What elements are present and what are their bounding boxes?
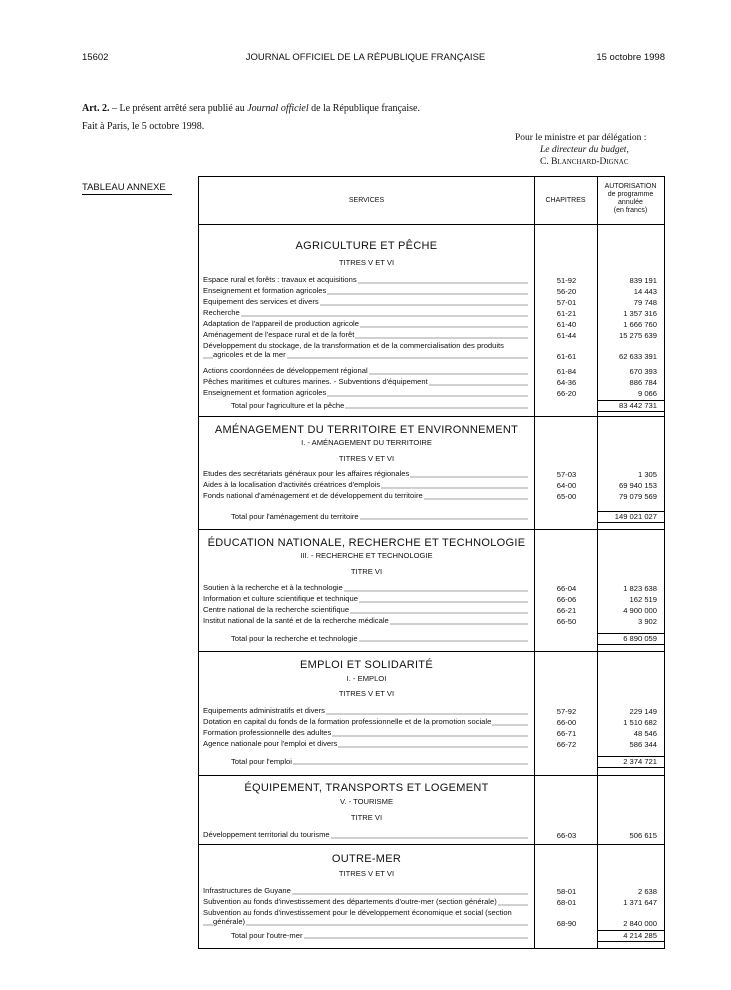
section-title: AMÉNAGEMENT DU TERRITOIRE ET ENVIRONNEMENT bbox=[214, 424, 519, 436]
row-label-line: Développement du stockage, de la transformation et de la commercialisation des produits bbox=[203, 342, 504, 350]
row-chapitre: 66-04 bbox=[556, 584, 577, 593]
row-chapitre: 64-00 bbox=[556, 481, 577, 490]
table-row-label bbox=[203, 707, 528, 716]
row-amount: 14 443 bbox=[633, 287, 657, 296]
table-row-label bbox=[203, 481, 528, 490]
row-label-text: Enseignement et formation agricoles bbox=[203, 287, 327, 295]
row-chapitre: 57-01 bbox=[556, 298, 577, 307]
row-label-text: Equipements administratifs et divers bbox=[203, 707, 325, 715]
section-titres: TITRE VI bbox=[350, 567, 383, 576]
table-row-label bbox=[203, 389, 528, 398]
row-amount: 162 519 bbox=[629, 595, 657, 604]
total-amount: 6 890 059 bbox=[623, 634, 657, 643]
row-chapitre: 61-61 bbox=[556, 352, 577, 361]
signature-line-3: C. Blanchard-Dignac bbox=[540, 157, 629, 167]
row-label-line: Subvention au fonds d'investissement pour le développement économique et social (section bbox=[203, 909, 512, 917]
article-journal: Journal officiel bbox=[247, 103, 309, 114]
row-amount: 839 191 bbox=[629, 276, 657, 285]
total-label bbox=[231, 634, 528, 643]
row-amount: 4 900 000 bbox=[623, 606, 657, 615]
annex-title: TABLEAU ANNEXE bbox=[82, 182, 172, 195]
row-label-text: Aménagement de l'espace rural et de la forêt bbox=[203, 331, 355, 339]
row-amount: 9 066 bbox=[637, 389, 657, 398]
article-text-end: de la République française. bbox=[308, 103, 420, 114]
section-subtitle: V. - TOURISME bbox=[339, 797, 394, 806]
row-chapitre: 66-50 bbox=[556, 617, 577, 626]
table-row-label bbox=[203, 470, 528, 479]
column-divider bbox=[534, 177, 535, 948]
row-label-text: Equipement des services et divers bbox=[203, 298, 319, 306]
row-label-line-2 bbox=[203, 351, 528, 360]
auth-header-l4: (en francs) bbox=[613, 207, 648, 214]
row-chapitre: 61-44 bbox=[556, 331, 577, 340]
row-amount: 2 638 bbox=[637, 887, 657, 896]
row-amount: 3 902 bbox=[637, 617, 657, 626]
col-chapitres-header: CHAPITRES bbox=[545, 197, 586, 204]
total-amount: 4 214 285 bbox=[623, 931, 657, 940]
row-chapitre: 66-06 bbox=[556, 595, 577, 604]
row-label-text: Aides à la localisation d'activités créatrices d'emplois bbox=[203, 481, 381, 489]
section-divider bbox=[199, 416, 664, 417]
row-amount: 1 510 682 bbox=[623, 718, 657, 727]
table-row-label bbox=[203, 898, 528, 907]
table-row-label bbox=[203, 492, 528, 501]
annex-table bbox=[198, 176, 665, 949]
publication-date: 15 octobre 1998 bbox=[596, 52, 665, 63]
table-row-label bbox=[203, 595, 528, 604]
row-amount: 1 357 316 bbox=[623, 309, 657, 318]
col-services-header: SERVICES bbox=[348, 197, 385, 204]
row-label-text: Etudes des secrétariats généraux pour les affaires régionales bbox=[203, 470, 410, 478]
row-label-text: Formation professionnelle des adultes bbox=[203, 729, 332, 737]
row-label-text: Dotation en capital du fonds de la formation professionnelle et de la promotion sociale bbox=[203, 718, 492, 726]
row-chapitre: 64-36 bbox=[556, 378, 577, 387]
section-titres: TITRES V ET VI bbox=[338, 689, 395, 698]
row-label-text: Développement territorial du tourisme bbox=[203, 831, 330, 839]
total-label-text: Total pour la recherche et technologie bbox=[231, 634, 358, 643]
row-amount: 15 275 639 bbox=[618, 331, 657, 340]
table-row-label bbox=[203, 378, 528, 387]
row-label-text: générale) bbox=[213, 917, 246, 926]
row-chapitre: 66-21 bbox=[556, 606, 577, 615]
journal-title: JOURNAL OFFICIEL DE LA RÉPUBLIQUE FRANÇAISE bbox=[245, 52, 486, 63]
row-label-text: agricoles et de la mer bbox=[213, 350, 286, 359]
total-label bbox=[231, 401, 528, 410]
row-label-text: Infrastructures de Guyane bbox=[203, 887, 291, 895]
section-titres: TITRE VI bbox=[350, 813, 383, 822]
row-label-text: Espace rural et forêts : travaux et acquisitions bbox=[203, 276, 357, 284]
row-label-text: Pêches maritimes et cultures marines. - Subventions d'équipement bbox=[203, 378, 428, 386]
table-row-label bbox=[203, 718, 528, 727]
table-row-label bbox=[203, 320, 528, 329]
section-title: OUTRE-MER bbox=[331, 853, 402, 865]
row-chapitre: 61-40 bbox=[556, 320, 577, 329]
table-row-label bbox=[203, 740, 528, 749]
total-label bbox=[231, 931, 528, 940]
row-chapitre: 66-03 bbox=[556, 831, 577, 840]
row-label-text: Centre national de la recherche scientifique bbox=[203, 606, 350, 614]
total-amount: 149 021 027 bbox=[614, 512, 657, 521]
row-chapitre: 61-84 bbox=[556, 367, 577, 376]
row-amount: 1 666 760 bbox=[623, 320, 657, 329]
section-subtitle: III. - RECHERCHE ET TECHNOLOGIE bbox=[300, 551, 433, 560]
row-amount: 1 823 638 bbox=[623, 584, 657, 593]
row-amount: 1 371 647 bbox=[623, 898, 657, 907]
row-amount: 62 633 391 bbox=[618, 352, 657, 361]
section-title: ÉDUCATION NATIONALE, RECHERCHE ET TECHNOLOGIE bbox=[207, 537, 526, 549]
table-row-label bbox=[203, 606, 528, 615]
row-amount: 1 305 bbox=[637, 470, 657, 479]
table-row-label bbox=[203, 298, 528, 307]
table-row-label bbox=[203, 584, 528, 593]
row-label-line-2 bbox=[203, 918, 528, 927]
row-label-text: Institut national de la santé et de la recherche médicale bbox=[203, 617, 389, 625]
article-label: Art. 2. bbox=[82, 103, 110, 114]
row-label-text: Agence nationale pour l'emploi et divers bbox=[203, 740, 338, 748]
place-date: Fait à Paris, le 5 octobre 1998. bbox=[82, 121, 205, 132]
table-header bbox=[199, 177, 664, 225]
row-chapitre: 66-20 bbox=[556, 389, 577, 398]
auth-header-l2: de programme bbox=[607, 191, 654, 198]
section-subtitle: I. - AMÉNAGEMENT DU TERRITOIRE bbox=[301, 438, 432, 447]
signature-line-1: Pour le ministre et par délégation : bbox=[515, 133, 647, 143]
section-divider bbox=[199, 844, 664, 845]
article-2 bbox=[82, 103, 420, 114]
section-title: ÉQUIPEMENT, TRANSPORTS ET LOGEMENT bbox=[244, 782, 489, 794]
row-label-text: Information et culture scientifique et technique bbox=[203, 595, 358, 603]
table-row-label bbox=[203, 887, 528, 896]
row-amount: 670 393 bbox=[629, 367, 657, 376]
total-label-text: Total pour l'emploi bbox=[231, 757, 292, 766]
row-chapitre: 68-90 bbox=[556, 919, 577, 928]
row-chapitre: 66-00 bbox=[556, 718, 577, 727]
row-chapitre: 66-72 bbox=[556, 740, 577, 749]
row-label-text: Soutien à la recherche et à la technologie bbox=[203, 584, 343, 592]
row-chapitre: 66-71 bbox=[556, 729, 577, 738]
row-chapitre: 57-03 bbox=[556, 470, 577, 479]
section-title: EMPLOI ET SOLIDARITÉ bbox=[300, 659, 433, 671]
table-row-label bbox=[203, 831, 528, 840]
column-divider bbox=[597, 177, 598, 948]
section-divider bbox=[199, 529, 664, 530]
total-label-text: Total pour l'outre-mer bbox=[231, 931, 303, 940]
row-label-text: Adaptation de l'appareil de production agricole bbox=[203, 320, 359, 328]
row-amount: 79 748 bbox=[633, 298, 657, 307]
row-chapitre: 57-92 bbox=[556, 707, 577, 716]
section-title: AGRICULTURE ET PÊCHE bbox=[295, 240, 438, 252]
section-titres: TITRES V ET VI bbox=[338, 454, 395, 463]
total-amount: 2 374 721 bbox=[623, 757, 657, 766]
section-divider bbox=[199, 651, 664, 652]
table-row-label bbox=[203, 617, 528, 626]
signature-line-2: Le directeur du budget, bbox=[540, 145, 629, 155]
table-row-label bbox=[203, 331, 528, 340]
table-row-label bbox=[203, 909, 528, 926]
row-chapitre: 65-00 bbox=[556, 492, 577, 501]
row-label-text: Subvention au fonds d'investissement des départements d'outre-mer (section générale) bbox=[203, 898, 497, 906]
row-label-text: Fonds national d'aménagement et de développement du territoire bbox=[203, 492, 423, 500]
table-row-label bbox=[203, 729, 528, 738]
article-text: – Le présent arrêté sera publié au bbox=[109, 103, 248, 114]
row-amount: 886 784 bbox=[629, 378, 657, 387]
row-amount: 69 940 153 bbox=[618, 481, 657, 490]
total-label-text: Total pour l'aménagement du territoire bbox=[231, 512, 359, 521]
row-chapitre: 61-21 bbox=[556, 309, 577, 318]
row-chapitre: 56-20 bbox=[556, 287, 577, 296]
section-subtitle: I. - EMPLOI bbox=[346, 674, 387, 683]
row-amount: 506 615 bbox=[629, 831, 657, 840]
table-row-label bbox=[203, 287, 528, 296]
auth-header-l1: AUTORISATION bbox=[604, 183, 657, 190]
row-label-text: Recherche bbox=[203, 309, 240, 317]
total-label-text: Total pour l'agriculture et la pêche bbox=[231, 401, 345, 410]
table-row-label bbox=[203, 342, 528, 359]
auth-header-l3: annulée bbox=[618, 199, 643, 206]
row-label-text: Actions coordonnées de développement régional bbox=[203, 367, 368, 375]
row-amount: 586 344 bbox=[629, 740, 657, 749]
section-titres: TITRES V ET VI bbox=[338, 869, 395, 878]
table-row-label bbox=[203, 276, 528, 285]
row-chapitre: 58-01 bbox=[556, 887, 577, 896]
total-amount: 83 442 731 bbox=[618, 401, 657, 410]
row-chapitre: 51-92 bbox=[556, 276, 577, 285]
page-number: 15602 bbox=[82, 52, 109, 63]
row-amount: 2 840 000 bbox=[623, 919, 657, 928]
section-titres: TITRES V ET VI bbox=[338, 258, 395, 267]
total-label bbox=[231, 757, 528, 766]
row-amount: 229 149 bbox=[629, 707, 657, 716]
table-row-label bbox=[203, 309, 528, 318]
row-amount: 79 079 569 bbox=[618, 492, 657, 501]
row-amount: 48 546 bbox=[633, 729, 657, 738]
col-authorisation-header bbox=[597, 183, 664, 215]
row-chapitre: 68-01 bbox=[556, 898, 577, 907]
row-label-text: Enseignement et formation agricoles bbox=[203, 389, 327, 397]
section-divider bbox=[199, 775, 664, 776]
table-row-label bbox=[203, 367, 528, 376]
total-label bbox=[231, 512, 528, 521]
